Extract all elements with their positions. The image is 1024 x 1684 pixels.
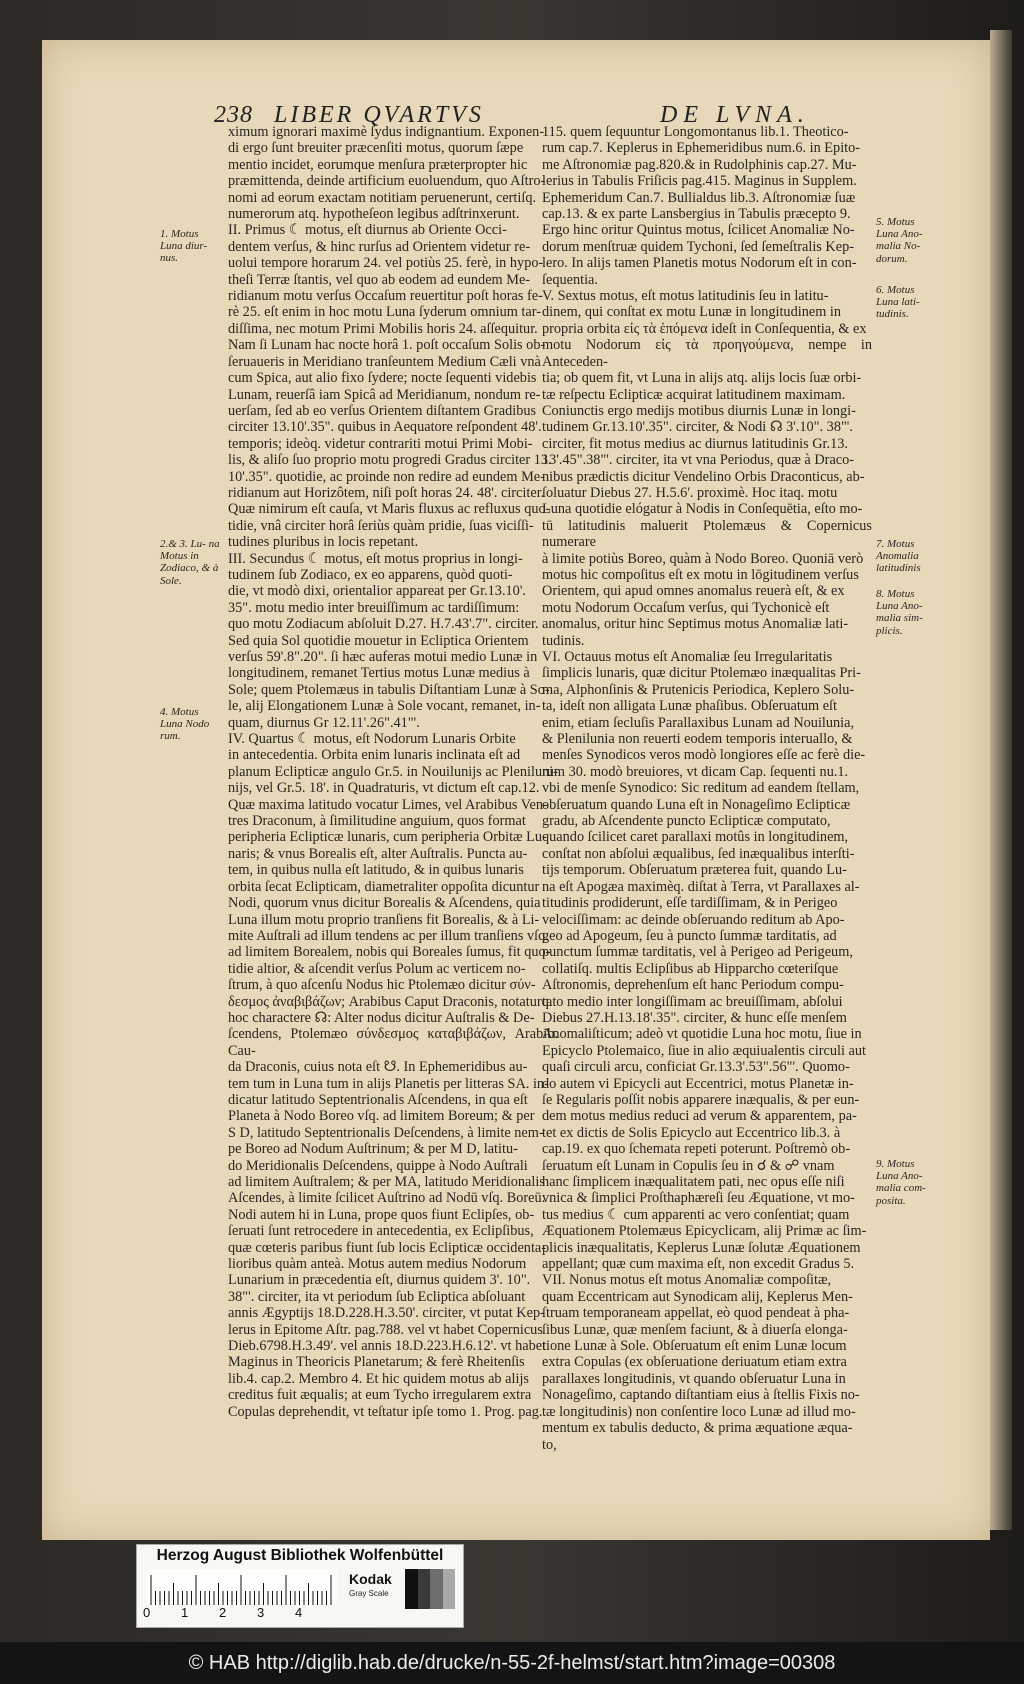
text-line: Epicyclo Ptolemaico, ſiue in alio æquiualentis circuli aut bbox=[542, 1042, 866, 1059]
text-line: motu Nodorum εἰς τὰ προηγούμενα, nempe in Anteceden- bbox=[542, 337, 872, 370]
text-line: uolui tempore horarum 24. vel potiùs 25. ferè, in hypo- bbox=[228, 255, 544, 272]
text-line: lerius in Tabulis Friſicis pag.415. Maginus in Supplem. bbox=[542, 173, 857, 190]
text-line: Nam ſi Lunam hac nocte horâ 1. poſt occaſum Solis ob- bbox=[228, 337, 546, 354]
text-line: & Plenilunia non reuerti eodem temporis interuallo, & bbox=[542, 731, 853, 748]
text-line: Diebus 27.H.13.18'.35". circiter, & hunc eſſe menſem bbox=[542, 1009, 847, 1026]
text-line: Nonageſimo, captando diſtantiam eius à ſtellis Fixis no- bbox=[542, 1387, 860, 1404]
text-line: mentio incidet, eorumque menſura præterpropter hic bbox=[228, 156, 528, 173]
text-line: peripheria Eclipticæ lunaris, cum peripheria Orbitæ Lu- bbox=[228, 829, 547, 846]
text-line: tæ reſpectu Eclipticæ acquirat latitudinem maximam. bbox=[542, 386, 846, 403]
text-line: me Aſtronomiæ pag.820.& in Rudolphinis cap.27. Mu- bbox=[542, 156, 857, 173]
text-line: tem, in quibus nulla eſt latitudo, & in quibus lunaris bbox=[228, 862, 524, 879]
text-line: 35". motu medio inter breuiſſimum ac tardiſſimum: bbox=[228, 599, 520, 616]
text-line: to, bbox=[542, 1436, 557, 1453]
text-line: creditus fuit æqualis; at eum Tycho irregularem extra bbox=[228, 1387, 532, 1404]
text-line: quaſi circuli arcu, conficiat Gr.13.3'.53".56"'. Quomo- bbox=[542, 1059, 850, 1076]
text-line: Planeta à Nodo Boreo vſq. ad limitem Boreum; & per bbox=[228, 1108, 535, 1125]
text-line: VII. Nonus motus eſt motus Anomaliæ compoſitæ, bbox=[542, 1272, 832, 1289]
text-line: parallaxes longitudinis, vt quando obſeruatur Luna in bbox=[542, 1370, 846, 1387]
text-line: le, alij Elongationem Lunæ à Sole vocant, remanet, in- bbox=[228, 698, 541, 715]
text-line: tudinem Gr.13.10'.35". circiter, & Nodi ☊ 3'.10". 38"'. bbox=[542, 419, 853, 436]
text-line: do autem vi Epicycli aut Eccentrici, motus Planetæ in- bbox=[542, 1075, 854, 1092]
text-line: Aſcendes, à limite ſcilicet Auſtrino ad Nodū vſq. Boreū. bbox=[228, 1190, 546, 1207]
text-line: Dieb.6798.H.3.49'. vel annis 18.D.223.H.6.12'. vt habet bbox=[228, 1338, 547, 1355]
text-line: da Draconis, cuius nota eſt ☋. In Ephemeridibus au- bbox=[228, 1059, 528, 1076]
text-line: VI. Octauus motus eſt Anomaliæ ſeu Irregularitatis bbox=[542, 649, 833, 665]
text-line: quo motu Zodiacum abſoluit D.27. H.7.43'.7". circiter. bbox=[228, 616, 539, 633]
text-line: tione Lunæ à Sole. Obſeruatum eſt enim Lunæ locum bbox=[542, 1338, 847, 1355]
margin-note: 4. Motus Luna Nodo rum. bbox=[160, 706, 210, 743]
scale-number: 3 bbox=[257, 1605, 265, 1620]
text-line: Maginus in Theoricis Planetarum; & ferè Rheitenſis bbox=[228, 1354, 525, 1371]
text-line: ma, Alphonſinis & Prutenicis Periodica, Keplero Solu- bbox=[542, 681, 855, 698]
text-line: tidie altior, & aſcendit verſus Polum ac verticem no- bbox=[228, 960, 526, 977]
text-line: ſcendens, Ptolemæo σύνδεσμος καταβιβάζων, Arabib. Cau- bbox=[228, 1026, 558, 1059]
text-line: pe Boreo ad Nodum Auſtrinum; & per M D, latitu- bbox=[228, 1141, 518, 1158]
text-line: ſe Regularis poſſit nobis apparere inæqualis, & per eun- bbox=[542, 1091, 860, 1108]
margin-note: 1. Motus Luna diur- nus. bbox=[160, 228, 208, 265]
text-line: motu Nodorum Occaſum verſus, qui Tychonicè eſt bbox=[542, 599, 830, 616]
text-line: tus medius ☾ cum apparenti ac vero conſentiat; quam bbox=[542, 1206, 850, 1223]
text-line: circiter 13.10'.35". quibus in Aequatore reſpondent 48'. bbox=[228, 419, 542, 436]
text-line: Lunam, reuerſâ iam Spicâ ad Meridianum, nondum re- bbox=[228, 386, 541, 403]
text-line: die, vt modò dixi, orientalior appareat per Gr.13.10'. bbox=[228, 583, 526, 600]
text-line: annis Ægyptijs 18.D.228.H.3.50'. circiter, vt putat Kep- bbox=[228, 1305, 545, 1322]
text-line: cap.19. ex quo ſchemata repeti poterunt. Poſtremò ob- bbox=[542, 1141, 851, 1158]
text-line: temporis; ideòq. videtur contrariti motui Primi Mobi- bbox=[228, 435, 533, 452]
text-line: quam, diurnus Gr 12.11'.26".41"'. bbox=[228, 714, 420, 731]
text-line: tet ex dictis de Solis Epicyclo aut Eccentrico lib.3. à bbox=[542, 1124, 841, 1141]
kodak-logo: Kodak bbox=[349, 1571, 392, 1587]
text-line: tem tum in Luna tum in alijs Planetis per litteras SA. in- bbox=[228, 1075, 549, 1092]
text-line: diſſima, nec motum Primi Mobilis horis 24. aſſequitur. bbox=[228, 320, 538, 337]
kodak-gray-scale bbox=[347, 1569, 455, 1609]
text-line: anomalus, oritur hinc Septimus motus Anomaliæ lati- bbox=[542, 616, 849, 633]
text-line: cap.13. & ex parte Lansbergius in Tabulis præcepto 9. bbox=[542, 206, 851, 223]
text-line: ad limitem Auſtralem; & per MA, latitudo Meridionalis bbox=[228, 1174, 545, 1190]
scale-number: 1 bbox=[181, 1605, 189, 1620]
text-line: theſi Terræ ſtantis, vel quo ab eodem ad eundem Me- bbox=[228, 271, 531, 288]
text-line: dem motus medius reduci ad verum & apparentem, pa- bbox=[542, 1108, 857, 1125]
text-line: enim, etiam ſecluſis Parallaxibus Lunam ad Nouilunia, bbox=[542, 714, 855, 731]
text-line: obſeruatum quando Luna eſt in Nonageſimo Eclipticæ bbox=[542, 796, 851, 813]
text-line: ridianum aut Horizôtem, niſi poſt horas 24. 48'. circiter. bbox=[228, 484, 545, 501]
text-line: geo ad Apogeum, ſeu à puncto ſummæ tarditatis, ad bbox=[542, 927, 837, 944]
book-page bbox=[42, 40, 990, 1540]
text-line: Ephemeridum Can.7. Bullialdus lib.3. Aſtronomiæ ſuæ bbox=[542, 189, 856, 206]
text-line: tudinis. bbox=[542, 632, 585, 649]
text-line: quando ſcilicet caret parallaxi motûs in longitudinem, bbox=[542, 829, 849, 846]
text-line: ſtrum, à quo aſcenſu Nodus hic Ptolemæo dicitur σύν- bbox=[228, 977, 536, 994]
text-line: à limite potiùs Boreo, quàm à Nodo Boreo. Quoniā verò bbox=[542, 550, 864, 567]
margin-note: 2.& 3. Lu- na Motus in Zodiaco, & à Sole. bbox=[160, 538, 220, 587]
text-line: Copulas deprehendit, vt teſtatur ipſe tomo 1. Prog. pag. bbox=[228, 1403, 543, 1420]
text-line: verſus 59'.8".20". ſi hæc auferas motui medio Lunæ in bbox=[228, 649, 538, 665]
text-line: Æquationem Ptolemæus Epicyclicam, alij Primæ ac ſim- bbox=[542, 1223, 867, 1240]
text-line: 10'.35". quotidie, ac proinde non redire ad eundem Me- bbox=[228, 468, 545, 485]
text-line: rum cap.7. Keplerus in Ephemeridibus num.6. in Epito- bbox=[542, 140, 861, 157]
text-line: præmittenda, deinde artificium euoluendum, quo Aſtro- bbox=[228, 173, 546, 190]
scale-number: 0 bbox=[143, 1605, 151, 1620]
running-head-left: LIBER QVARTVS bbox=[274, 102, 484, 128]
text-line: 13'.45".38"'. circiter, ita vt vna Periodus, quæ à Draco- bbox=[542, 452, 855, 469]
text-line: Ergo hinc oritur Quintus motus, ſcilicet Anomaliæ No- bbox=[542, 222, 855, 239]
text-line: plicis inæqualitatis, Keplerus Lunæ ſolutæ Æquationem bbox=[542, 1239, 861, 1256]
page-number: 238 bbox=[214, 102, 253, 128]
text-line: propria orbita εἰς τὰ ἑπόμενα ideſt in Conſequentia, & ex bbox=[542, 320, 867, 337]
text-line: tæ longitudinis) non conſentire loco Lunæ ad illud mo- bbox=[542, 1403, 856, 1420]
text-line: do Meridionalis Deſcendens, quippe à Nodo Auſtrali bbox=[228, 1157, 528, 1174]
text-line: tijs temporum. Obſeruatum præterea fuit, quando Lu- bbox=[542, 862, 847, 879]
text-line: cum Spica, aut alio fixo ſydere; nocte ſequenti videbis bbox=[228, 370, 537, 387]
text-line: ſeruatum eſt Lunam in Copulis ſeu in ☌ & ☍ vnam bbox=[542, 1157, 835, 1174]
text-line: Lunarium in præcedentia eſt, diurnus quidem 3'. 10". bbox=[228, 1272, 531, 1289]
text-line: dicatur latitudo Septentrionalis Aſcendens, in qua eſt bbox=[228, 1091, 528, 1108]
text-line: Quæ maxima latitudo vocatur Limes, vel Arabibus Ven- bbox=[228, 796, 548, 813]
text-line: lib.4. cap.2. Membro 4. Et hic quidem motus ab alijs bbox=[228, 1370, 529, 1387]
text-line: Orientem, qui apud omnes anomalus reuerà eſt, & ex bbox=[542, 583, 845, 600]
text-line: di ergo ſunt breuiter præcenſiti motus, quorum ſæpe bbox=[228, 140, 524, 157]
text-line: motus hic compoſitus eſt ex motu in lōgitudinem verſus bbox=[542, 566, 859, 583]
text-line: tato medio inter longiſſimam ac breuiſſimam, abſolui bbox=[542, 993, 843, 1010]
text-line: Luna quotidie elógatur à Nodis in Conſequētia, eſto mo- bbox=[542, 501, 863, 518]
text-line: ta, ideſt non alligata Lunæ phaſibus. Obſeruatum eſt bbox=[542, 698, 838, 715]
text-line: ſimplicis lunaris, quæ dicitur Ptolemæo inæqualitas Pri- bbox=[542, 665, 861, 682]
text-line: ximum ignorari maximè ſydus indignantium. Exponen- bbox=[228, 124, 545, 140]
scale-number: 2 bbox=[219, 1605, 227, 1620]
text-line: mentum ex tabulis deducto, & prima æquatione æqua- bbox=[542, 1420, 853, 1437]
text-line: nijs, vel Gr.5. 18'. in Quadraturis, vt dictum eſt cap.12. bbox=[228, 780, 540, 797]
text-line: longitudinem, remanet Tertius motus Lunæ medius à bbox=[228, 665, 530, 682]
next-page-edge bbox=[990, 30, 1012, 1530]
text-line: 38"'. circiter, ita vt periodum ſub Ecliptica abſoluant bbox=[228, 1288, 526, 1305]
text-line: vnica & ſimplici Proſthaphæreſi ſeu Æquatione, vt mo- bbox=[542, 1190, 855, 1207]
copyright-footer: © HAB http://diglib.hab.de/drucke/n-55-2f-helmst/start.htm?image=00308 bbox=[0, 1642, 1024, 1684]
text-line: circiter, fit motus medius ac diurnus latitudinis Gr.13. bbox=[542, 435, 848, 452]
text-line: ridianum motu verſus Occaſum reuertitur poſt horas fe- bbox=[228, 288, 543, 305]
text-line: planum Eclipticæ angulo Gr.5. in Nouilunijs ac Pleniluni- bbox=[228, 763, 558, 780]
text-line: ſtruam temporaneam appellat, eò quod pendeat à pha- bbox=[542, 1305, 850, 1322]
text-line: ſeruati ſunt retrocedere in antecedentia, ex Eclipſibus, bbox=[228, 1223, 534, 1240]
text-line: δεσμος ἀναβιβάζων; Arabibus Caput Draconis, notaturq. bbox=[228, 993, 553, 1010]
text-line: Coniunctis ergo medijs motibus diurnis Lunæ in longi- bbox=[542, 402, 856, 419]
text-line: Nodi autem hi in Luna, prope quos fiunt Eclipſes, ob- bbox=[228, 1206, 535, 1223]
text-line: ſeruaueris in Meridiano tranſeuntem Medium Cæli vnà bbox=[228, 353, 541, 370]
margin-note: 6. Motus Luna lati- tudinis. bbox=[876, 284, 920, 321]
text-line: nibus prædictis dicitur Vendelino Orbis Draconticus, ab- bbox=[542, 468, 865, 485]
text-line: IV. Quartus ☾ motus, eſt Nodorum Lunaris Orbite bbox=[228, 731, 516, 748]
text-line: Aſtronomis, deprehenſum eſt hanc Periodum compu- bbox=[542, 977, 844, 994]
running-head-right: DE LVNA. bbox=[660, 102, 810, 128]
text-line: hanc ſimplicem inæqualitatem pati, nec opus eſſe niſi bbox=[542, 1174, 845, 1190]
text-line: conſtat non abſolui æqualibus, ſed inæqualibus interſti- bbox=[542, 845, 855, 862]
text-line: rum 30. modò breuiores, vt dicam Cap. ſequenti nu.1. bbox=[542, 763, 849, 780]
text-line: gradu, ab Aſcendente puncto Eclipticæ computato, bbox=[542, 813, 831, 830]
text-line: dentem verſus, & hinc rurſus ad Orientem videtur re- bbox=[228, 238, 531, 255]
color-calibration-card bbox=[136, 1544, 464, 1628]
margin-note: 9. Motus Luna Ano- malia com- posita. bbox=[876, 1158, 926, 1207]
text-line: Nodi, quorum vnus dicitur Borealis & Aſcendens, quia bbox=[228, 895, 541, 912]
text-line: in antecedentia. Orbita enim lunaris inclinata eſt ad bbox=[228, 747, 521, 764]
margin-note: 5. Motus Luna Ano- malia No- dorum. bbox=[876, 216, 923, 265]
text-line: quæ cœteris paribus fiunt ſub locis Eclipticæ occidenta- bbox=[228, 1239, 547, 1256]
text-line: V. Sextus motus, eſt motus latitudinis ſeu in latitu- bbox=[542, 288, 829, 305]
text-line: III. Secundus ☾ motus, eſt motus proprius in longi- bbox=[228, 550, 523, 567]
text-line: lerus in Epitome Aſtr. pag.788. vel vt habet Copernicus bbox=[228, 1321, 543, 1338]
text-line: tres Draconum, à ſimilitudine anguium, quos format bbox=[228, 813, 526, 830]
text-line: lis, & aliſo ſuo proprio motu progredi Gradus circiter 13. bbox=[228, 452, 552, 469]
scale-number: 4 bbox=[295, 1605, 303, 1620]
text-line: dorum menſtruæ quidem Tychoni, ſed ſemeſtralis Kep- bbox=[542, 238, 855, 255]
text-line: nomi ad eorum exactam notitiam peruenerunt, certiſq. bbox=[228, 189, 537, 206]
text-line: mite Auſtrali ad illum tendens ac per illum tranſiens vſq. bbox=[228, 927, 549, 944]
text-line: lero. In alijs tamen Planetis motus Nodorum eſt in con- bbox=[542, 255, 857, 272]
text-line: Sole; quem Ptolemæus in tabulis Diſtantiam Lunæ à So- bbox=[228, 681, 550, 698]
text-line: Luna illum motu proprio tranſiens fit Borealis, & à Li- bbox=[228, 911, 540, 928]
margin-note: 7. Motus Anomalia latitudinis bbox=[876, 538, 921, 575]
text-line: menſes Synodicos veros modò longiores eſſe ac ferè die- bbox=[542, 747, 866, 764]
text-line: extra Copulas (ex obſeruatione deriuatum etiam extra bbox=[542, 1354, 847, 1371]
text-line: Quæ nimirum eſt cauſa, vt Maris fluxus ac refluxus quo- bbox=[228, 501, 551, 518]
text-line: naris; & vnus Borealis eſt, alter Auſtralis. Puncta au- bbox=[228, 845, 528, 862]
text-line: velociſſimam: ac deinde obſeruando reditum ab Apo- bbox=[542, 911, 845, 928]
text-line: S D, latitudo Septentrionalis Deſcendens, à limite nem- bbox=[228, 1124, 544, 1141]
text-line: titudinis prodiderunt, eſſe tardiſſimam, & in Perigeo bbox=[542, 895, 838, 912]
gray-swatches bbox=[405, 1569, 455, 1609]
margin-note: 8. Motus Luna Ano- malia sim- plicis. bbox=[876, 588, 923, 637]
text-line: appellant; quæ cum maxima eſt, non excedit Gradus 5. bbox=[542, 1256, 855, 1273]
text-line: tia; ob quem fit, vt Luna in alijs atq. alijs locis ſuæ orbi- bbox=[542, 370, 862, 387]
text-line: rè 25. eſt enim in hoc motu Luna ſyderum omnium tar- bbox=[228, 304, 541, 321]
text-line: lioribus quàm anteà. Motus autem medius Nodorum bbox=[228, 1256, 527, 1273]
text-line: quam Eccentricam aut Synodicam alij, Keplerus Men- bbox=[542, 1288, 853, 1305]
text-line: ſibus Lunæ, quæ menſem faciunt, & à diuerſa elonga- bbox=[542, 1321, 848, 1338]
right-text-column bbox=[542, 124, 872, 1453]
text-line: tudinem ſub Zodiaco, ex eo apparens, quòd quoti- bbox=[228, 566, 513, 583]
scale-ruler bbox=[147, 1569, 337, 1605]
text-line: ſoluatur Diebus 27. H.5.6'. proximè. Hoc itaq. motu bbox=[542, 484, 838, 501]
text-line: II. Primus ☾ motus, eſt diurnus ab Oriente Occi- bbox=[228, 222, 507, 239]
text-line: numerorum atq. hypotheſeon legibus adſtrinxerunt. bbox=[228, 206, 520, 223]
text-line: hoc charactere ☊: Alter nodus dicitur Auſtralis & De- bbox=[228, 1009, 535, 1026]
text-line: tū latitudinis maluerit Ptolemæus & Copernicus numerare bbox=[542, 517, 872, 551]
text-line: tudines pluribus in locis repetant. bbox=[228, 534, 419, 551]
text-line: ſequentia. bbox=[542, 271, 598, 288]
text-line: tidie, vnâ circiter horâ ſeriùs quàm pridie, ſuas viciſſi- bbox=[228, 517, 534, 534]
text-line: orbita ſecat Eclipticam, diametraliter oppoſita dicuntur bbox=[228, 878, 540, 895]
text-line: collatiſq. multis Eclipſibus ab Hipparcho cœteriſque bbox=[542, 960, 839, 977]
text-line: ad limitem Borealem, nobis qui Boreales ſumus, fit quo- bbox=[228, 944, 551, 961]
text-line: uerſam, ſed ab eo verſus Orientem diſtantem Gradibus bbox=[228, 402, 537, 419]
text-line: vbi de menſe Synodico: Sic reditum ad eandem ſtellam, bbox=[542, 780, 860, 797]
institution-label: Herzog August Bibliothek Wolfenbüttel bbox=[156, 1547, 444, 1564]
text-line: Anomaliſticum; adeò vt quotidie Luna hoc motu, ſiue in bbox=[542, 1026, 862, 1043]
text-line: na eſt Apogæa maximèq. diſtat à Terra, vt Parallaxes al- bbox=[542, 878, 860, 895]
text-line: dinem, qui conſtat ex motu Lunæ in longitudinem in bbox=[542, 304, 842, 321]
gray-scale-label: Gray Scale bbox=[349, 1589, 389, 1598]
text-line: Sed quia Sol quotidie mouetur in Ecliptica Orientem bbox=[228, 632, 529, 649]
left-text-column bbox=[228, 124, 558, 1420]
text-line: punctum ſummæ tarditatis, vel à Perigeo ad Perigeum, bbox=[542, 944, 853, 961]
text-line: 115. quem ſequuntur Longomontanus lib.1. Theotico- bbox=[542, 124, 849, 140]
